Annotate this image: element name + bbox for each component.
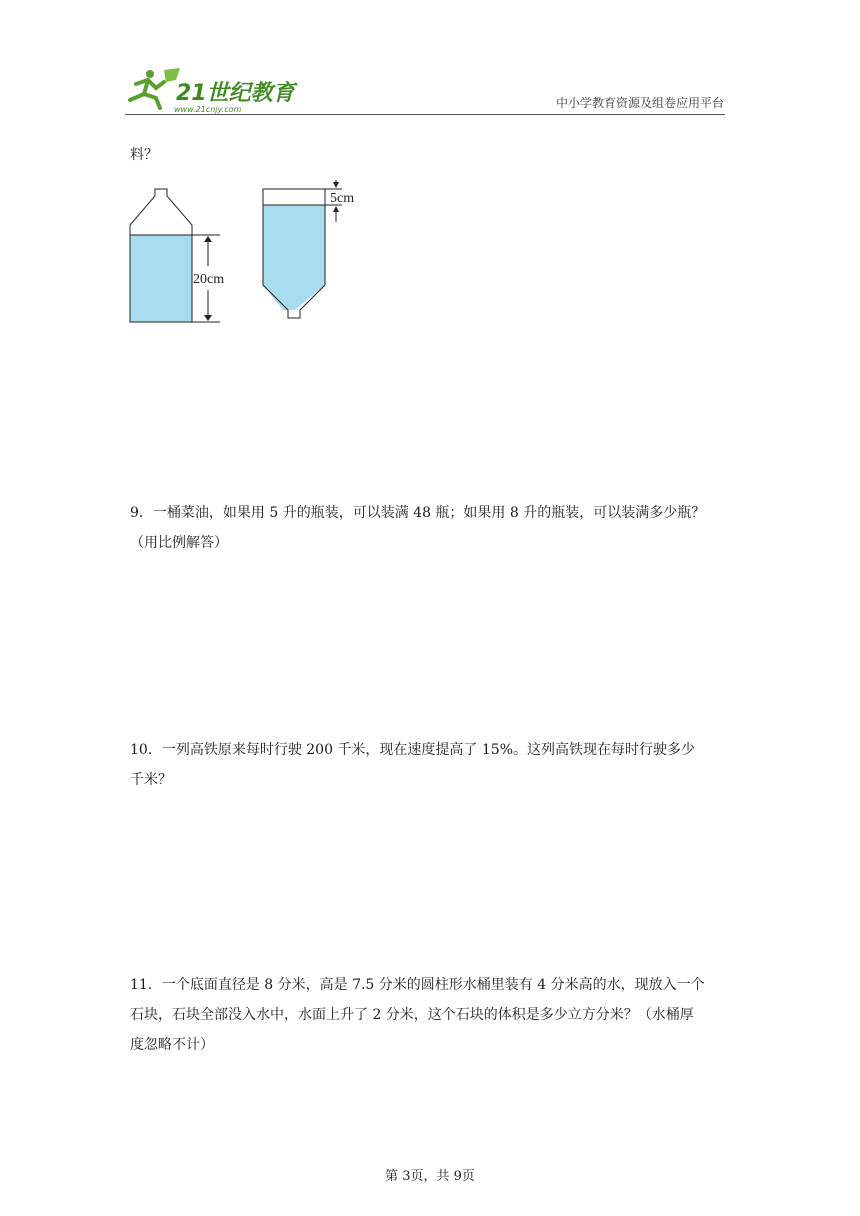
question-11-line-1: 11．一个底面直径是 8 分米，高是 7.5 分米的圆柱形水桶里装有 4 分米高的水，现放入一个 [130, 977, 705, 993]
question-8-continuation: 料？ [130, 147, 158, 163]
question-9-line-1: 9．一桶菜油，如果用 5 升的瓶装，可以装满 48 瓶；如果用 8 升的瓶装，可以装满多少瓶？ [130, 505, 706, 521]
logo-main-text: 21世纪教育 [176, 81, 295, 106]
upright-bottle [130, 189, 224, 322]
runner-icon [130, 68, 180, 108]
question-11-line-3: 度忽略不计） [130, 1037, 214, 1053]
logo-21cnjy [120, 62, 300, 114]
question-11-line-2: 石块，石块全部没入水中，水面上升了 2 分米，这个石块的体积是多少立方分米？（水桶厚 [130, 1007, 694, 1023]
question-10-line-2: 千米？ [130, 772, 172, 788]
logo-url-text: www.21cnjy.com [174, 105, 242, 114]
label-5cm: 5cm [330, 191, 355, 206]
question-9 [130, 498, 730, 558]
platform-name: 中小学教育资源及组卷应用平台 [555, 96, 724, 110]
page-footer: 第 3页，共 9页 [385, 1169, 475, 1184]
inverted-bottle [263, 180, 354, 318]
question-10 [130, 735, 730, 795]
bottle-figure [120, 180, 380, 330]
label-20cm: 20cm [193, 272, 225, 287]
header-divider [125, 114, 725, 115]
question-9-line-2: （用比例解答） [130, 535, 228, 551]
question-11 [130, 970, 730, 1060]
question-10-line-1: 10．一列高铁原来每时行驶 200 千米，现在速度提高了 15%。这列高铁现在每时行驶多少 [130, 742, 696, 758]
page-header [120, 62, 726, 114]
